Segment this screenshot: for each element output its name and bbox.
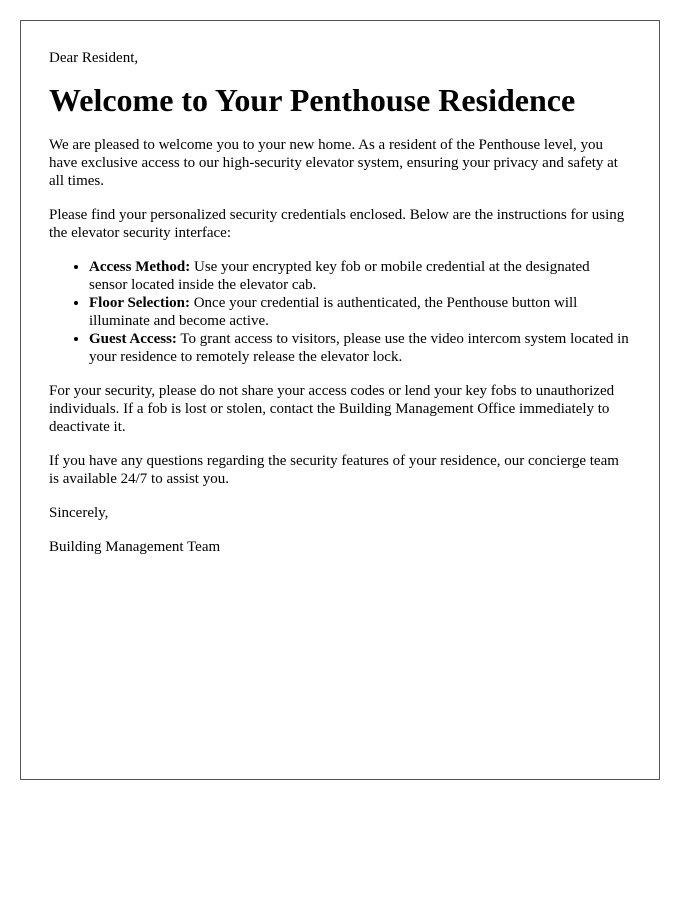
- instructions-list: [49, 258, 631, 366]
- instruction-term: Access Method:: [89, 259, 191, 275]
- questions-paragraph: If you have any questions regarding the security features of your residence, our concierge team is available 24/7 to assist you.: [49, 453, 619, 487]
- instruction-item-floor-selection: [89, 294, 631, 330]
- closing: Sincerely,: [49, 505, 109, 521]
- instruction-term: Guest Access:: [89, 331, 177, 347]
- instruction-text: Once your credential is authenticated, the Penthouse button will illuminate and become active.: [89, 295, 578, 329]
- instruction-text: To grant access to visitors, please use the video intercom system located in your residence to remotely release the elevator lock.: [89, 331, 629, 365]
- instruction-term: Floor Selection:: [89, 295, 190, 311]
- letter-title: Welcome to Your Penthouse Residence: [49, 82, 576, 118]
- letter-page: [20, 20, 660, 780]
- instruction-item-access-method: [89, 258, 631, 294]
- security-note-paragraph: For your security, please do not share your access codes or lend your key fobs to unauthorized individuals. If a fob is lost or stolen, contact the Building Management Office immediately to deactivate it.: [49, 383, 615, 435]
- instruction-item-guest-access: [89, 330, 631, 366]
- intro-paragraph: We are pleased to welcome you to your new home. As a resident of the Penthouse level, you have exclusive access to our high-security elevator system, ensuring your privacy and safety at all times.: [49, 137, 618, 189]
- salutation: Dear Resident,: [49, 50, 139, 66]
- instructions-intro-paragraph: Please find your personalized security credentials enclosed. Below are the instructions for using the elevator security interface:: [49, 207, 625, 241]
- signature: Building Management Team: [49, 539, 221, 555]
- instruction-text: Use your encrypted key fob or mobile credential at the designated sensor located inside the elevator cab.: [89, 259, 590, 293]
